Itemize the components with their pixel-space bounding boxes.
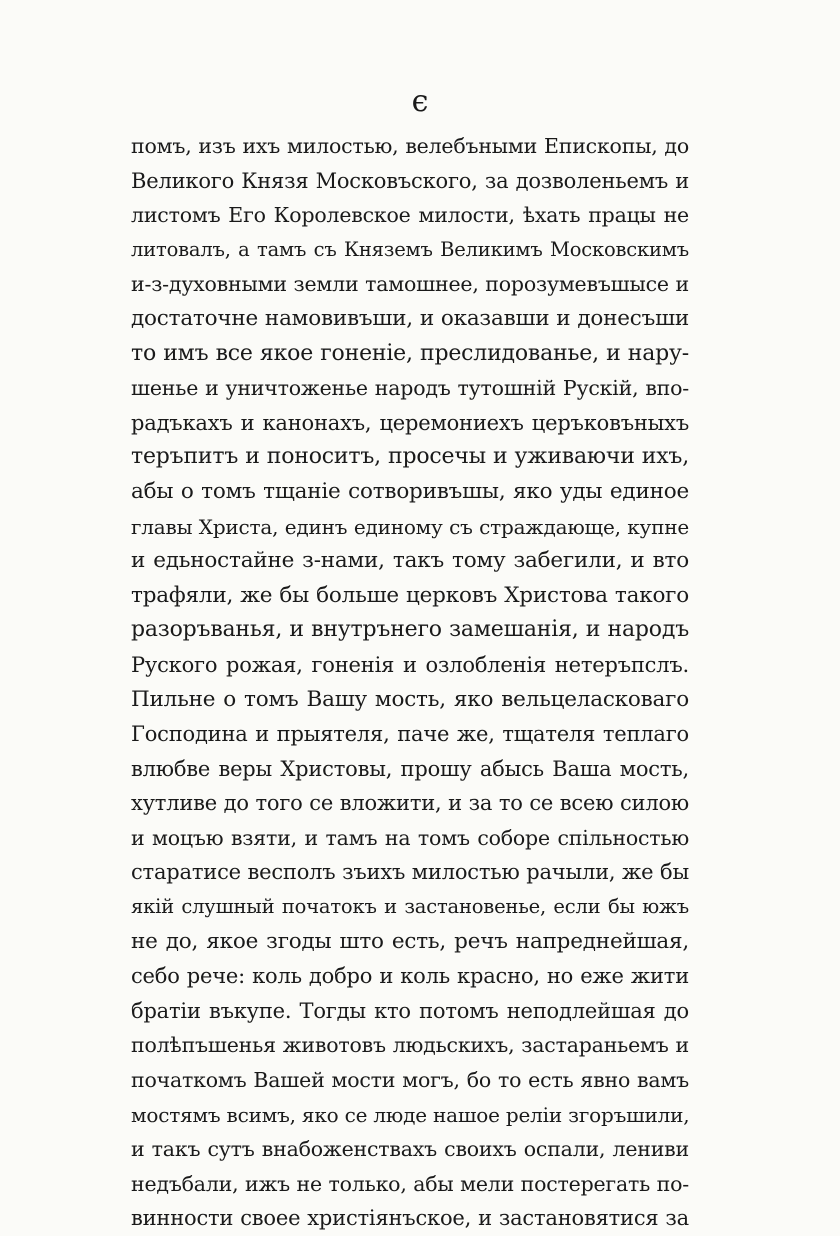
text-line: разоръванья, и внутрънего замешанія, и народъ [131,617,689,643]
text-line: литовалъ, а тамъ съ Княземъ Великимъ Московскимъ [131,237,689,261]
text-line: старатисе весполъ зъихъ милостью рачыли, же бы [131,860,689,885]
text-line: и-з-духовными земли тамошнее, порозумевъшысе и [131,272,689,297]
text-line: шенье и уничтоженье народъ тутошній Рускій, впо- [131,376,689,401]
text-line: радъкахъ и канонахъ, церемониехъ церъковъныхъ [131,410,689,435]
text-line: листомъ Его Королевское милости, ѣхать працы не [131,203,689,228]
text-line: якій слушный початокъ и застановенье, если бы южъ [131,895,689,919]
text-line: и моцъю взяти, и тамъ на томъ соборе спільностью [131,825,689,850]
text-line: достаточне намовивъши, и оказавши и донесъши [131,305,689,331]
text-line: абы о томъ тщаніе сотворивъшы, яко уды единое [131,478,689,504]
text-line: и такъ сутъ внабоженствахъ своихъ оспали, лениви [131,1137,689,1162]
text-line: винности своее христіянъское, и застановятися за [131,1206,689,1231]
text-line: недъбали, ижъ не только, абы мели постерегать по- [131,1171,689,1196]
text-line: початкомъ Вашей мости могъ, бо то есть явно вамъ [131,1068,689,1093]
text-line: Господина и прыятеля, паче же, тщателя теплаго [131,722,689,747]
text-line: помъ, изъ ихъ милостью, велебъными Епископы, до [131,134,689,158]
text-line: мостямъ всимъ, яко се люде нашое реліи згоръшили, [131,1102,690,1127]
text-line: влюбве веры Христовы, прошу абысь Ваша мость, [131,756,689,781]
text-line: хутливе до того се вложити, и за то се всею силою [131,791,689,816]
text-line: теръпитъ и поноситъ, просечы и уживаючи ихъ, [131,444,689,470]
body-text [131,129,689,1236]
text-line: то имъ все якое гоненіе, преслидованье, и нару- [131,340,689,366]
text-line: не до, якое згоды што есть, речъ напреднейшая, [131,928,689,954]
text-line: Руского рожая, гоненія и озлобленія нетеръпслъ. [131,652,689,677]
text-line: себо рече: коль добро и коль красно, но еже жити [131,964,689,989]
text-line: полѣпъшенья животовъ людьскихъ, застараньемъ и [131,1033,689,1058]
text-line: трафяли, же бы больше церковъ Христова такого [131,582,689,608]
text-line: Великого Князя Московъского, за дозволеньемъ и [131,168,689,193]
page-number: є [411,84,429,119]
text-line: и едьностайне з-нами, такъ тому забегили, и вто [131,548,689,574]
text-line: Пильне о томъ Вашу мость, яко вельцеласковаго [131,686,689,712]
text-line: братіи въкупе. Тогды кто потомъ неподлейшая до [131,998,689,1023]
text-line: главы Христа, единъ единому съ страждающе, купне [131,514,689,539]
